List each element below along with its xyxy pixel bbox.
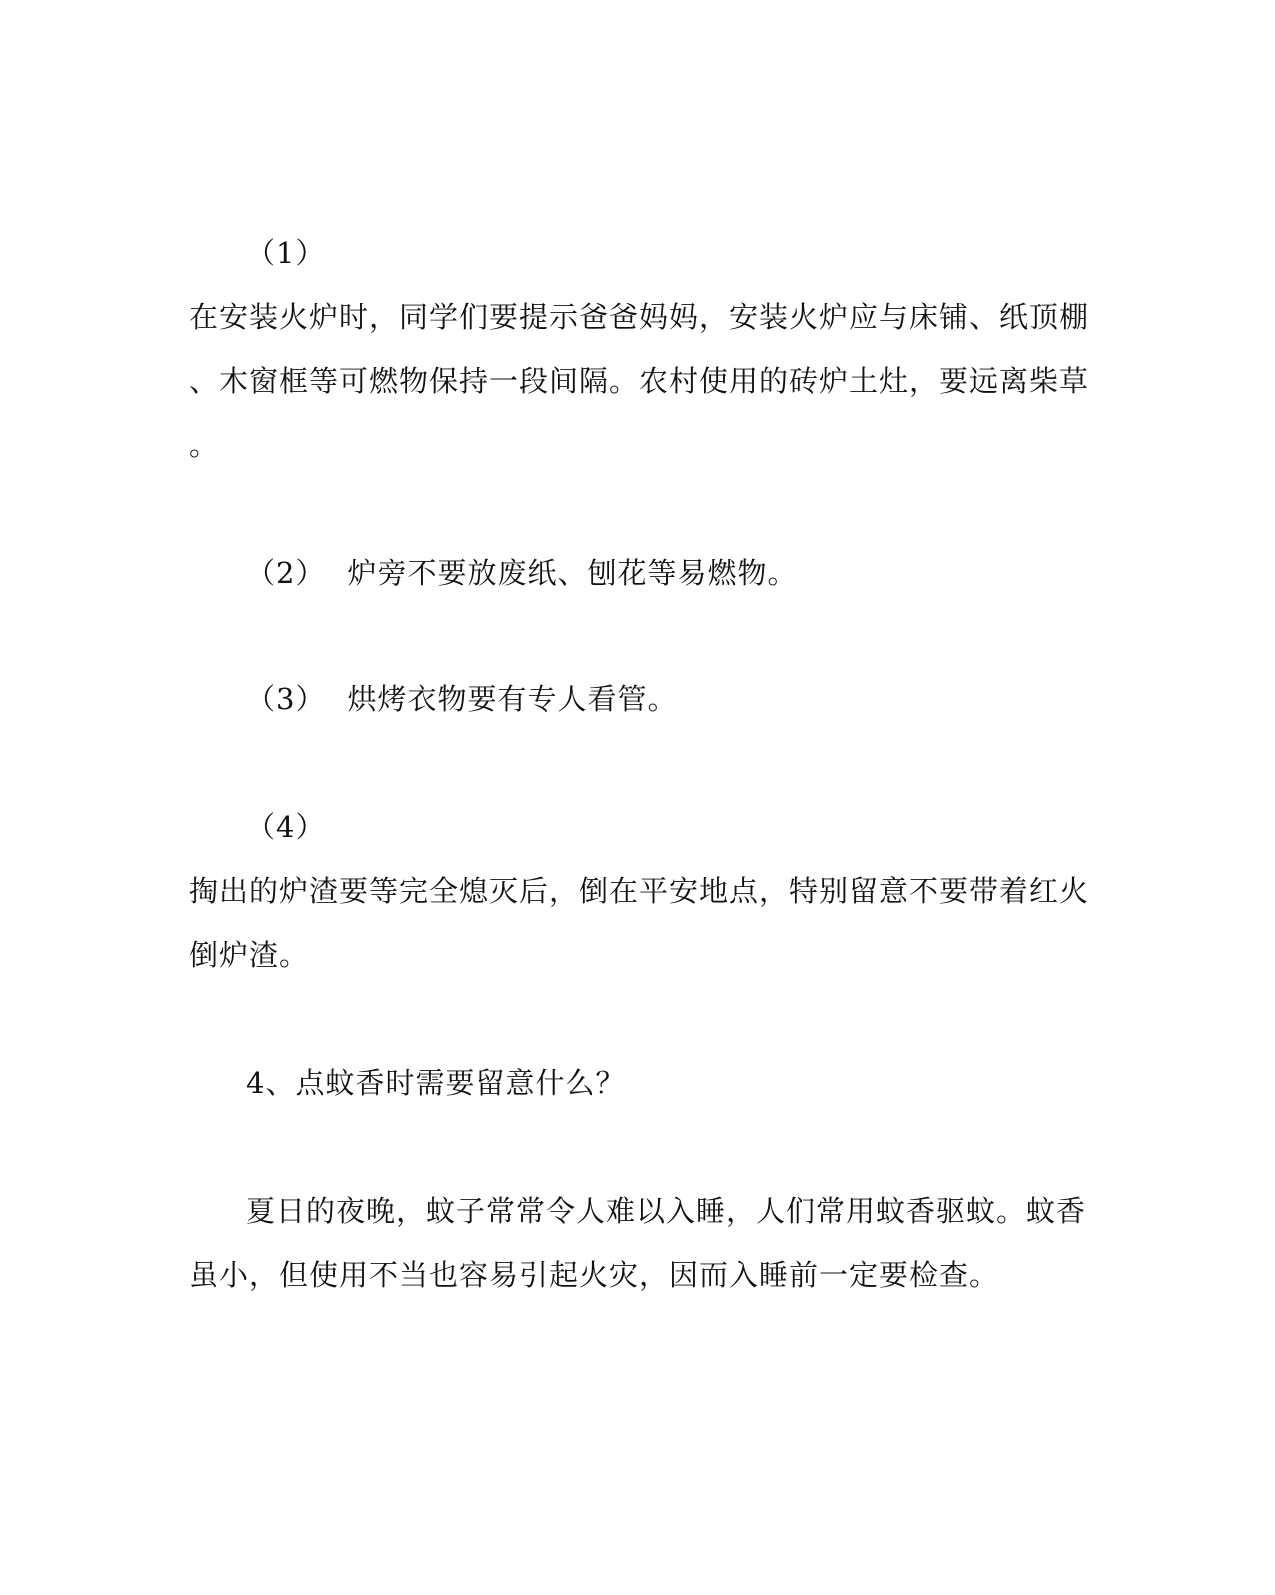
item-4-label: （4） bbox=[246, 810, 326, 844]
item-1-label: （1） bbox=[246, 236, 326, 270]
section-4-heading: 4、点蚊香时需要留意什么？ bbox=[246, 1066, 626, 1100]
item-3-text: 烘烤衣物要有专人看管。 bbox=[347, 682, 678, 716]
item-4-line-2: 倒炉渣。 bbox=[189, 938, 310, 972]
paragraph-line-1: 夏日的夜晚，蚊子常常令人难以入睡，人们常用蚊香驱蚊。蚊香 bbox=[246, 1194, 1087, 1228]
item-2-text: 炉旁不要放废纸、刨花等易燃物。 bbox=[347, 556, 798, 590]
item-3-label: （3） bbox=[246, 682, 326, 716]
item-3 bbox=[246, 679, 677, 719]
item-4-line-1: 掏出的炉渣要等完全熄灭后，倒在平安地点，特别留意不要带着红火 bbox=[189, 874, 1090, 908]
item-1-line-2: 、木窗框等可燃物保持一段间隔。农村使用的砖炉土灶，要远离柴草 bbox=[189, 364, 1090, 398]
paragraph-line-2: 虽小，但使用不当也容易引起火灾，因而入睡前一定要检查。 bbox=[189, 1258, 1000, 1292]
item-2 bbox=[246, 553, 797, 593]
item-1-line-1: 在安装火炉时，同学们要提示爸爸妈妈，安装火炉应与床铺、纸顶棚 bbox=[189, 300, 1090, 334]
item-2-label: （2） bbox=[246, 556, 326, 590]
item-1-line-3: 。 bbox=[189, 428, 220, 462]
